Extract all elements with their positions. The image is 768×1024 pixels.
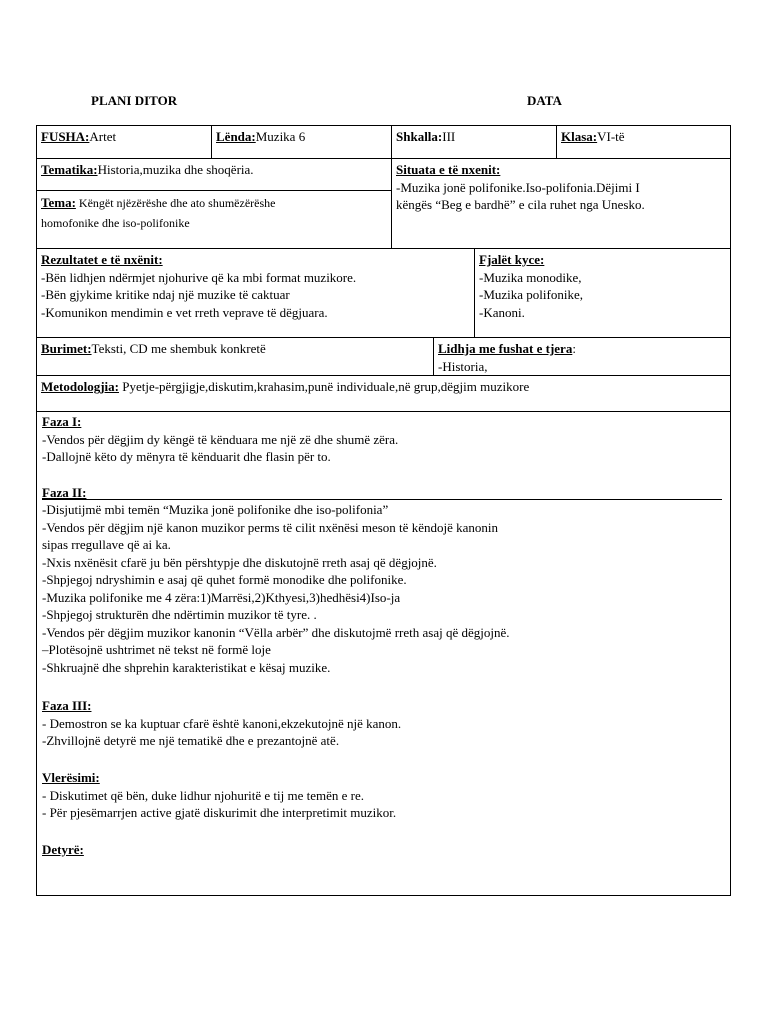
faza2-label: Faza II: — [42, 485, 87, 500]
faza3-section — [42, 697, 401, 750]
klasa-value: VI-të — [597, 129, 625, 144]
rezultatet-label: Rezultatet e të nxënit: — [41, 252, 163, 267]
fjalet-label: Fjalët kyce: — [479, 252, 545, 267]
fusha-label: FUSHA: — [41, 129, 90, 144]
faza2-content — [42, 501, 510, 676]
metodologjia-label: Metodologjia: — [41, 379, 119, 394]
shkalla-label: Shkalla: — [396, 129, 443, 144]
klasa-label: Klasa: — [561, 129, 598, 144]
faza1-section — [42, 413, 398, 466]
rezultatet-line: -Bën lidhjen ndërmjet njohurive që ka mbi format muzikore. — [41, 269, 357, 285]
burimet-value: Teksti, CD me shembuk konkretë — [91, 341, 266, 356]
faza3-line: -Zhvillojnë detyrë me një tematikë dhe e prezantojnë atë. — [42, 733, 340, 748]
burimet-label: Burimet: — [41, 341, 92, 356]
faza3-line: - Demostron se ka kuptuar cfarë është kanoni,ekzekutojnë një kanon. — [42, 715, 402, 731]
fusha-cell — [36, 126, 211, 147]
faza2-line: -Muzika polifonike me 4 zëra:1)Marrësi,2)Kthyesi,3)hedhësi4)Iso-ja — [42, 589, 401, 605]
faza2-line: -Disjutijmë mbi temën “Muzika jonë polifonike dhe iso-polifonia” — [42, 502, 389, 517]
fjalet-cell — [474, 249, 731, 323]
rezultatet-line: -Bën gjykime kritike ndaj një muzike të caktuar — [41, 287, 290, 302]
fjalet-line: -Kanoni. — [479, 304, 525, 320]
faza2-line: -Shpjegoj strukturën dhe ndërtimin muzikor të tyre. . — [42, 607, 317, 622]
faza1-label: Faza I: — [42, 414, 82, 429]
tematika-value: Historia,muzika dhe shoqëria. — [97, 162, 254, 177]
shkalla-cell — [391, 126, 556, 147]
tema-value-line2: homofonike dhe iso-polifonike — [41, 216, 190, 230]
vleresimi-label: Vlerësimi: — [42, 770, 100, 785]
lenda-cell — [211, 126, 391, 147]
lidhja-cell — [433, 338, 731, 377]
faza2-line: sipas rregullave që ai ka. — [42, 537, 171, 552]
situata-line: -Muzika jonë polifonike.Iso-polifonia.Dëjimi I — [396, 179, 640, 195]
tema-cell — [36, 191, 391, 235]
faza2-line: -Vendos për dëgjim muzikor kanonin “Vëlla arbër” dhe diskutojmë rreth asaj që dëgjojnë. — [42, 624, 510, 640]
fjalet-line: -Muzika monodike, — [479, 269, 582, 285]
tema-label: Tema: — [41, 195, 76, 210]
rezultatet-cell — [36, 249, 474, 323]
lenda-value: Muzika 6 — [255, 129, 306, 144]
tema-value-line1: Këngët njëzërëshe dhe ato shumëzërëshe — [75, 196, 276, 210]
situata-cell — [391, 159, 731, 216]
faza2-line: -Nxis nxënësit cfarë ju bën përshtypje dhe diskutojnë rreth asaj që dëgjojnë. — [42, 554, 437, 570]
metodologjia-cell — [36, 376, 731, 397]
faza2-line: -Shkruajnë dhe shprehin karakteristikat e kësaj muzike. — [42, 659, 331, 675]
vleresimi-section — [42, 769, 396, 822]
klasa-cell — [556, 126, 731, 147]
faza2-line: -Vendos për dëgjim një kanon muzikor perms të cilit nxënësi meson të këndojë kanonin — [42, 519, 498, 535]
faza1-line: -Vendos për dëgjim dy këngë të kënduara me një zë dhe shumë zëra. — [42, 431, 399, 447]
lenda-label: Lënda: — [216, 129, 256, 144]
rezultatet-line: -Komunikon mendimin e vet rreth veprave të dëgjuara. — [41, 304, 328, 320]
date-label: DATA — [527, 93, 562, 108]
faza3-label: Faza III: — [42, 698, 92, 713]
shkalla-value: III — [442, 129, 456, 144]
situata-line: këngës “Beg e bardhë” e cila ruhet nga Unesko. — [396, 197, 645, 212]
fusha-value: Artet — [89, 129, 117, 144]
lidhja-label: Lidhja me fushat e tjera — [438, 341, 573, 356]
lidhja-value: -Historia, — [438, 358, 488, 374]
tematika-label: Tematika: — [41, 162, 98, 177]
tematika-cell — [36, 159, 391, 180]
detyre-section — [42, 841, 84, 859]
burimet-cell — [36, 338, 433, 359]
faza2-line: –Plotësojnë ushtrimet në tekst në formë loje — [42, 642, 271, 657]
faza1-line: -Dallojnë këto dy mënyra të kënduarit dhe flasin për to. — [42, 449, 331, 464]
faza2-rule — [42, 499, 722, 500]
fjalet-line: -Muzika polifonike, — [479, 287, 583, 302]
lidhja-colon: : — [572, 341, 576, 356]
faza2-line: -Shpjegoj ndryshimin e asaj që quhet formë monodike dhe polifonike. — [42, 572, 407, 587]
vleresimi-line: - Për pjesëmarrjen active gjatë diskurimit dhe interpretimit muzikor. — [42, 805, 397, 820]
divider — [36, 411, 731, 412]
situata-label: Situata e të nxenit: — [396, 162, 501, 177]
metodologjia-value: Pyetje-përgjigje,diskutim,krahasim,punë individuale,në grup,dëgjim muzikore — [118, 379, 530, 394]
vleresimi-line: - Diskutimet që bën, duke lidhur njohuritë e tij me temën e re. — [42, 787, 365, 803]
detyre-label: Detyrë: — [42, 842, 84, 857]
page-title: PLANI DITOR — [91, 93, 178, 108]
